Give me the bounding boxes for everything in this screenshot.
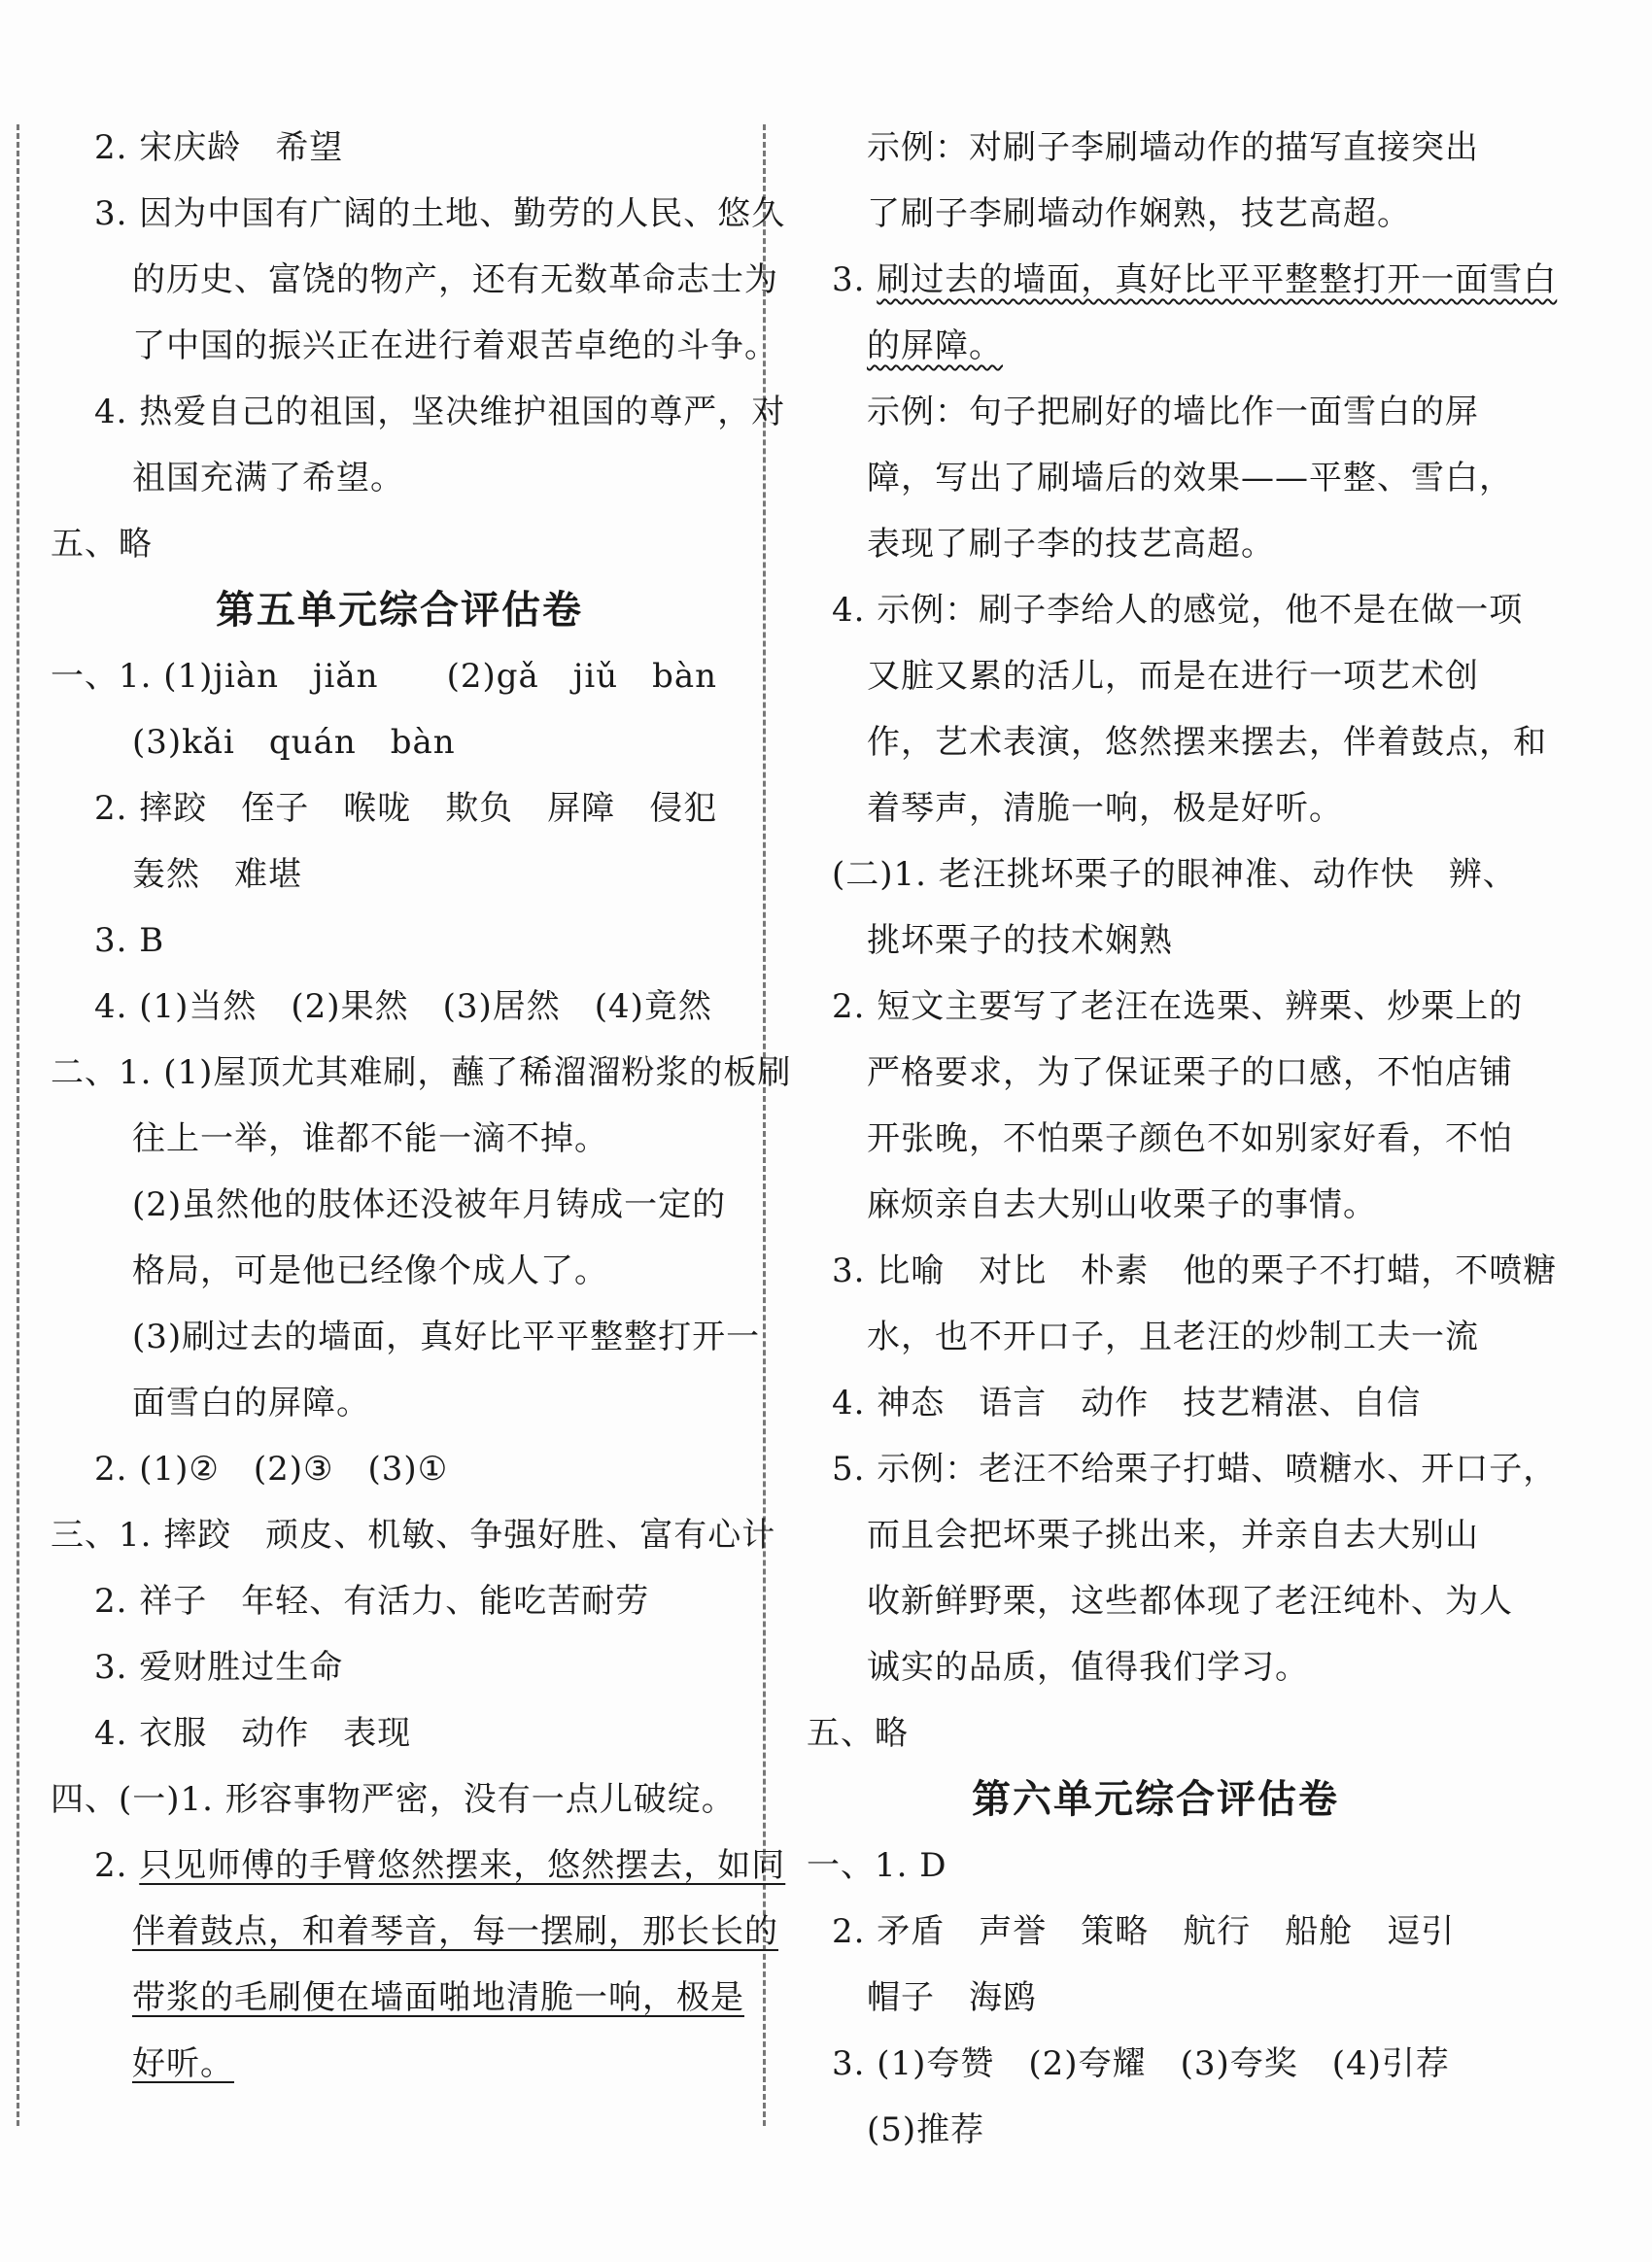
answer-line: 5. 示例：老汪不给栗子打蜡、喷糖水、开口子， [832,1450,1558,1489]
answer-line: 2. 矛盾 声誉 策略 航行 船舱 逗引 [832,1912,1456,1951]
answer-line: 一、1. (1)jiàn jiǎn (2)gǎ jiǔ bàn [51,657,718,696]
unit-five-title: 第五单元综合评估卷 [216,587,583,633]
answer-line: 而且会把坏栗子挑出来，并亲自去大别山 [867,1516,1479,1555]
underlined-quote: 伴着鼓点，和着琴音，每一摆刷，那长长的 [132,1912,778,1951]
answer-line: 3. 爱财胜过生命 [94,1648,344,1687]
section-heading: 五、略 [807,1714,909,1753]
underlined-quote: 好听。 [132,2044,234,2083]
underlined-quote: 只见师傅的手臂悠然摆来，悠然摆去，如同 [139,1846,786,1885]
answer-line: 又脏又累的活儿，而是在进行一项艺术创 [867,657,1479,696]
answer-line: 示例：对刷子李刷墙动作的描写直接突出 [867,128,1479,167]
answer-line: 3. 比喻 对比 朴素 他的栗子不打蜡，不喷糖 [832,1251,1558,1290]
item-number: 2. [94,1846,140,1885]
answer-line: 轰然 难堪 [132,855,302,894]
answer-line: 二、1. (1)屋顶尤其难刷，蘸了稀溜溜粉浆的板刷 [51,1053,792,1092]
answer-line: 4. 衣服 动作 表现 [94,1714,412,1753]
wavy-underlined-quote: 刷过去的墙面，真好比平平整整打开一面雪白 [877,260,1558,299]
answer-line: 着琴声，清脆一响，极是好听。 [867,789,1343,828]
answer-line: 水，也不开口子，且老汪的炒制工夫一流 [867,1318,1479,1356]
answer-line: 4. 示例：刷子李给人的感觉，他不是在做一项 [832,591,1524,630]
answer-line: 2. 摔跤 侄子 喉咙 欺负 屏障 侵犯 [94,789,718,828]
answer-line: 2. 宋庆龄 希望 [94,128,344,167]
answer-line: 3. B [94,921,165,960]
wavy-underlined-quote: 的屏障。 [867,326,1003,365]
answer-line [832,247,1557,313]
answer-line: 挑坏栗子的技术娴熟 [867,921,1173,960]
answer-line: 严格要求，为了保证栗子的口感，不怕店铺 [867,1053,1513,1092]
answer-line: (2)虽然他的肢体还没被年月铸成一定的 [132,1185,727,1224]
answer-line: 四、(一)1. 形容事物严密，没有一点儿破绽。 [51,1780,736,1819]
answer-line: 面雪白的屏障。 [132,1384,370,1422]
answer-line: 作，艺术表演，悠然摆来摆去，伴着鼓点，和 [867,723,1547,762]
section-heading: 五、略 [51,525,153,564]
underlined-quote: 带浆的毛刷便在墙面啪地清脆一响，极是 [132,1978,744,2017]
answer-line [94,1833,785,1899]
answer-line: 3. (1)夸赞 (2)夸耀 (3)夸奖 (4)引荐 [832,2044,1450,2083]
answer-line: 示例：句子把刷好的墙比作一面雪白的屏 [867,393,1479,431]
answer-line: 表现了刷子李的技艺高超。 [867,525,1275,564]
answer-line: (3)kǎi quán bàn [132,723,456,762]
answer-line: (3)刷过去的墙面，真好比平平整整打开一 [132,1318,761,1356]
answer-line: (5)推荐 [867,2110,985,2149]
answer-line: 开张晚，不怕栗子颜色不如别家好看，不怕 [867,1119,1513,1158]
answer-line: 2. (1)② (2)③ (3)① [94,1450,449,1489]
answer-line: 2. 短文主要写了老汪在选栗、辨栗、炒栗上的 [832,987,1524,1026]
answer-line: 障，写出了刷墙后的效果——平整、雪白， [867,459,1513,497]
answer-line: 格局，可是他已经像个成人了。 [132,1251,608,1290]
answer-line: 2. 祥子 年轻、有活力、能吃苦耐劳 [94,1582,650,1621]
answer-line: 祖国充满了希望。 [132,459,404,497]
answer-line: 麻烦亲自去大别山收栗子的事情。 [867,1185,1377,1224]
answer-line: (二)1. 老汪挑坏栗子的眼神准、动作快 辨、 [832,855,1517,894]
answer-line: 的历史、富饶的物产，还有无数革命志士为 [132,260,778,299]
answer-line: 4. 热爱自己的祖国，坚决维护祖国的尊严，对 [94,393,786,431]
left-margin-dashed-line [17,124,19,2126]
answer-line: 3. 因为中国有广阔的土地、勤劳的人民、悠久 [94,194,786,233]
item-number: 3. [832,260,878,299]
answer-line: 4. (1)当然 (2)果然 (3)居然 (4)竟然 [94,987,712,1026]
answer-line: 了中国的振兴正在进行着艰苦卓绝的斗争。 [132,326,778,365]
answer-line: 了刷子李刷墙动作娴熟，技艺高超。 [867,194,1411,233]
answer-line: 一、1. D [807,1846,947,1885]
unit-six-title: 第六单元综合评估卷 [972,1776,1339,1822]
answer-line: 4. 神态 语言 动作 技艺精湛、自信 [832,1384,1422,1422]
answer-line: 帽子 海鸥 [867,1978,1037,2017]
answer-line: 诚实的品质，值得我们学习。 [867,1648,1309,1687]
answer-line: 三、1. 摔跤 顽皮、机敏、争强好胜、富有心计 [51,1516,776,1555]
answer-line: 收新鲜野栗，这些都体现了老汪纯朴、为人 [867,1582,1513,1621]
answer-line: 往上一举，谁都不能一滴不掉。 [132,1119,608,1158]
